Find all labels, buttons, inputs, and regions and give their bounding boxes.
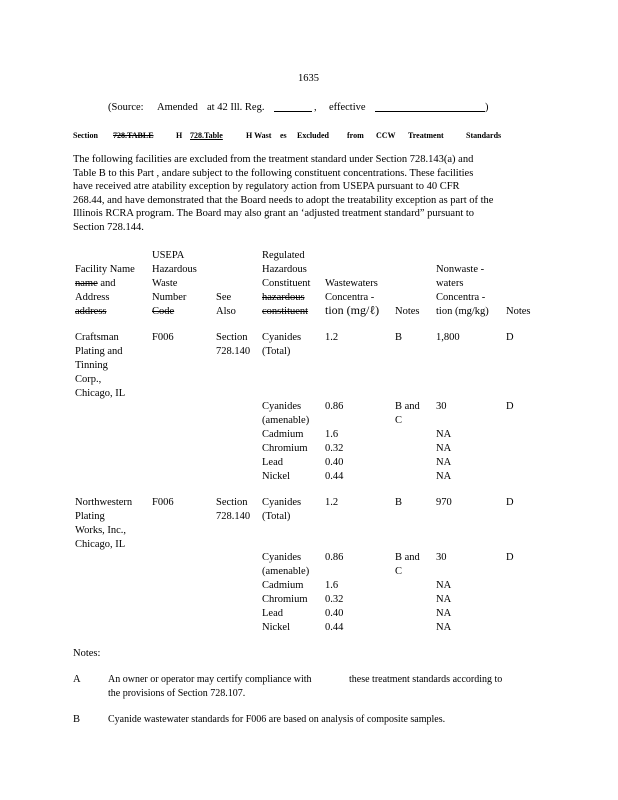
section-h-wast: H Wast	[246, 131, 272, 140]
waste-code: F006	[152, 332, 174, 343]
notes-heading: Notes:	[73, 648, 101, 659]
note-text: An owner or operator may certify compliance with	[108, 674, 312, 685]
source-comma: ,	[314, 102, 317, 113]
intro-line: Table B to this Part , andare subject to the following constituent concentrations. These facilities	[73, 167, 474, 179]
source-lead: (Source:	[108, 102, 144, 113]
source-amended: Amended	[157, 102, 198, 113]
source-effective: effective	[329, 102, 366, 113]
section-word: Section	[73, 131, 98, 140]
section-h: H	[176, 131, 183, 140]
intro-line: 268.44, and have demonstrated that the Board needs to adopt the treatability exception as part of the	[73, 194, 494, 206]
source-register: at 42 Ill. Reg.	[207, 102, 265, 113]
col-header-notes-1: Notes	[395, 306, 420, 317]
section-from: from	[347, 131, 364, 140]
effective-date-blank	[375, 101, 485, 112]
section-standards: Standards	[466, 131, 502, 140]
section-ccw: CCW	[376, 131, 396, 140]
page-number: 1635	[298, 73, 319, 84]
section-table-new: 728.Table	[190, 131, 223, 140]
col-header-notes-2: Notes	[506, 306, 531, 317]
section-table-struck: 728.TABLE	[113, 131, 154, 140]
note-letter: A	[73, 674, 81, 685]
note-text: these treatment standards according to	[349, 674, 503, 685]
source-close: )	[485, 102, 489, 113]
section-es: es	[280, 131, 287, 140]
section-excluded: Excluded	[297, 131, 330, 140]
intro-line: The following facilities are excluded from the treatment standard under Section 728.143(a) and	[73, 154, 474, 165]
register-page-blank	[274, 101, 312, 112]
waste-code: F006	[152, 497, 174, 508]
note-text: Cyanide wastewater standards for F006 are based on analysis of composite samples.	[108, 714, 446, 725]
intro-line: Illinois RCRA program. The Board may also grant an ‘adjusted treatment standard” pursuant to	[73, 208, 475, 220]
page: 1635 (Source: Amended at 42 Ill. Reg. , effective ) Section 728.TABLE H 728.Table H Wast es Excluded from CCW Treatment Standards The following facilities are excluded from the treatment standard under Section 728.143(a) and Table B to this Part , andare subject to the following constituent concentrations. These facilities have received atre atability exception by regulatory action from USEPA pursuant to 40 CFR 268.44, and have demonstrated that the Board needs to adopt the treatability exception as part of the Illinois RCRA program. The Board may also grant an ‘adjusted treatment standard” pursuant to Section 728.144. Facility Name name and Address address USEPA Hazardous Waste Number Code See Also Regulated Hazardous Constituent hazardous constituent Wastewaters Concentra - tion (mg/ℓ) Notes Nonwaste - waters Concentra - tion (mg/kg) Notes Craftsman Plating and Tinning Corp., Chicago, IL F006 Section 728.140 Cyanides (Total) 1.2 B 1,800 D Cyanides (amenable) 0.86 B and C 30 D Cadmium 1.6 NA Chromium 0.32 NA Lead 0.40 NA Nickel 0.44 NA Northwestern Plating Works, Inc., Chicago, IL F006 Section 728.140 Cyanides (Total) 1.2 B 970 D Cyanides (amenable) 0.86 B and C 30 D Cadmium 1.6 NA Chromium 0.32 NA Lead 0.40 NA Nickel 0.44 NA Notes: A An owner or operator may certify compliance with these treatment standards according to the provisions of Section 728.107. B Cyanide wastewater standards for F006 are based on analysis of composite samples.	[0, 0, 618, 800]
note-letter: B	[73, 714, 81, 725]
intro-paragraph	[73, 153, 551, 235]
section-treatment: Treatment	[408, 131, 444, 140]
intro-line: Section 728.144.	[73, 221, 144, 233]
note-text: the provisions of Section 728.107.	[108, 688, 246, 699]
intro-line: have received atre atability exception by regulatory action from USEPA pursuant to 40 CFR	[73, 181, 460, 193]
